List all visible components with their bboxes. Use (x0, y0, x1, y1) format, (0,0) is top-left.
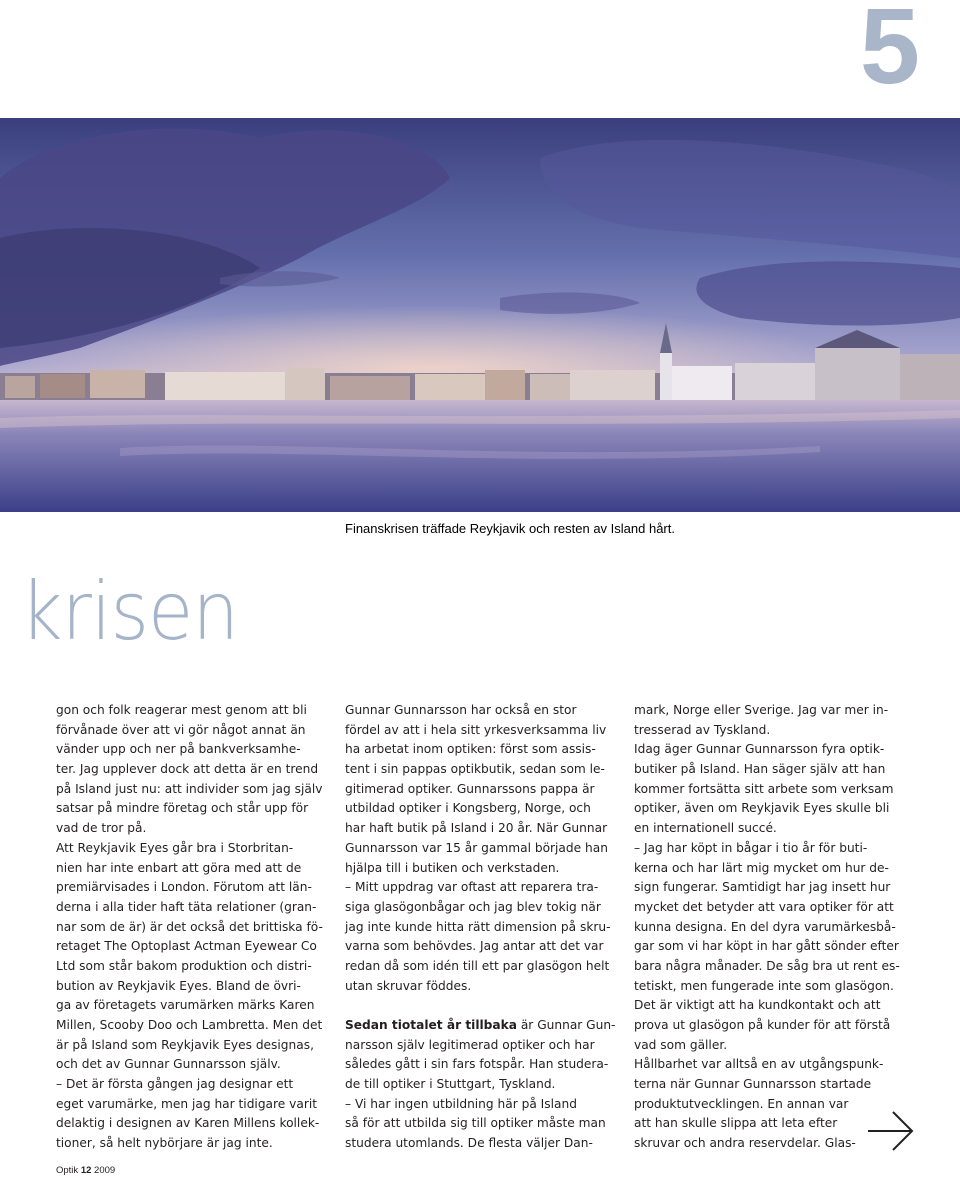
text-line: narsson själv legitimerad optiker och har (345, 1037, 595, 1052)
subhead-line (345, 1016, 625, 1036)
text-line: – Jag har köpt in bågar i tio år för buti- (634, 840, 868, 855)
text-line: kommer fortsätta sitt arbete som verksam (634, 781, 894, 796)
text-line: fördel av att i hela sitt yrkesverksamma liv (345, 722, 607, 737)
text-line: nar som de är) är det också det brittiska fö- (56, 919, 323, 934)
text-line: utbildad optiker i Kongsberg, Norge, och (345, 801, 591, 816)
next-page-arrow-icon[interactable] (866, 1109, 916, 1153)
page-footer (56, 1165, 115, 1176)
text-line: siga glasögonbågar och jag blev tokig när (345, 899, 601, 914)
text-line: en internationell succé. (634, 821, 777, 836)
text-line: har haft butik på Island i 20 år. När Gunnar (345, 821, 608, 836)
text-line: ga av företagets varumärken märks Karen (56, 998, 315, 1013)
text-line: tioner, så helt nybörjare är jag inte. (56, 1136, 273, 1151)
text-line: således gått i sin fars fotspår. Han studera- (345, 1057, 609, 1072)
text-line: tent i sin pappas optikbutik, sedan som le- (345, 762, 605, 777)
text-line: Ltd som står bakom produktion och distri- (56, 958, 312, 973)
text-line: så för att utbilda sig till optiker måste man (345, 1116, 606, 1131)
text-column-3 (634, 701, 914, 1154)
text-line: och det av Gunnar Gunnarsson själv. (56, 1057, 281, 1072)
text-line: är på Island som Reykjavik Eyes designas, (56, 1037, 314, 1052)
text-line: terna när Gunnar Gunnarsson startade (634, 1077, 872, 1092)
text-line: varna som behövdes. Jag antar att det var (345, 939, 604, 954)
text-column-1 (56, 701, 336, 1154)
text-line: utan skruvar föddes. (345, 978, 472, 993)
text-line: tresserad av Tyskland. (634, 722, 771, 737)
text-line: optiker, även om Reykjavik Eyes skulle bli (634, 801, 890, 816)
text-line: – Det är första gången jag designar ett (56, 1077, 294, 1092)
text-line: redan då som idén till ett par glasögon helt (345, 958, 610, 973)
text-line: derna i alla tider haft täta relationer (gran- (56, 899, 317, 914)
text-line: Gunnarsson var 15 år gammal började han (345, 840, 608, 855)
headline: krisen (20, 565, 239, 658)
text-line: bution av Reykjavik Eyes. Bland de övri- (56, 978, 301, 993)
text-line: att han skulle slippa att leta efter (634, 1116, 838, 1131)
text-line: ha arbetat inom optiken: först som assis- (345, 742, 596, 757)
text-line: hjälpa till i butiken och verkstaden. (345, 860, 560, 875)
text-line: Att Reykjavik Eyes går bra i Storbritan- (56, 840, 294, 855)
text-line: förvånade över att vi gör något annat än (56, 722, 306, 737)
text-line: jag inte kunde hitta rätt dimension på skru- (345, 919, 611, 934)
issue-year: 2009 (94, 1165, 116, 1176)
text-line: Det är viktigt att ha kundkontakt och att (634, 998, 881, 1013)
text-line: delaktig i designen av Karen Millens kollek- (56, 1116, 320, 1131)
text-line: nien har inte enbart att göra med att de (56, 860, 302, 875)
text-line: studera utomlands. De flesta väljer Dan- (345, 1136, 593, 1151)
text-line: kunna designa. En del dyra varumärkesbå- (634, 919, 896, 934)
text-line: premiärvisades i London. Förutom att län- (56, 880, 312, 895)
text-line: Hållbarhet var alltså en av utgångspunk- (634, 1057, 884, 1072)
text-line: ter. Jag upplever dock att detta är en trend (56, 762, 319, 777)
subhead-lead: Sedan tiotalet år tillbaka (345, 1018, 517, 1032)
text-line: bara några månader. De såg bra ut rent es- (634, 958, 900, 973)
subhead-rest: är Gunnar Gun- (516, 1018, 616, 1032)
text-line: Gunnar Gunnarsson har också en stor (345, 703, 577, 717)
text-line: sign fungerar. Samtidigt har jag insett hur (634, 880, 891, 895)
text-line: Millen, Scooby Doo och Lambretta. Men det (56, 1018, 323, 1032)
text-line: produktutvecklingen. En annan var (634, 1096, 849, 1111)
text-line: skruvar och andra reservdelar. Glas- (634, 1136, 856, 1151)
text-line: – Vi har ingen utbildning här på Island (345, 1096, 577, 1111)
text-line: vad som gäller. (634, 1037, 728, 1052)
text-line: satsar på mindre företag och står upp för (56, 801, 309, 816)
text-line: – Mitt uppdrag var oftast att reparera tra- (345, 880, 599, 895)
text-line: prova ut glasögon på kunder för att förstå (634, 1018, 891, 1032)
text-line: de till optiker i Stuttgart, Tyskland. (345, 1077, 556, 1092)
text-line: gar som vi har köpt in har gått sönder efter (634, 939, 899, 954)
reykjavik-photo (0, 118, 960, 512)
text-line: retaget The Optoplast Actman Eyewear Co (56, 939, 317, 954)
page-number: 5 (859, 0, 918, 106)
text-line: mycket det betyder att vara optiker för att (634, 899, 894, 914)
text-line: vad de tror på. (56, 821, 147, 836)
text-line: mark, Norge eller Sverige. Jag var mer in- (634, 703, 889, 717)
text-line: tetiskt, men fungerade inte som glasögon. (634, 978, 894, 993)
text-line: gon och folk reagerar mest genom att bli (56, 703, 307, 717)
magazine-name: Optik (56, 1165, 79, 1176)
text-line: gitimerad optiker. Gunnarssons pappa är (345, 781, 595, 796)
text-line: kerna och har lärt mig mycket om hur de- (634, 860, 889, 875)
blank-line (345, 996, 625, 1016)
text-column-2 (345, 701, 625, 1154)
text-line: på Island just nu: att individer som jag själv (56, 781, 323, 796)
text-line: eget varumärke, men jag har tidigare varit (56, 1096, 317, 1111)
text-line: butiker på Island. Han säger själv att han (634, 762, 886, 777)
issue-number: 12 (80, 1165, 92, 1176)
text-line: vänder upp och ner på bankverksamhe- (56, 742, 301, 757)
photo-caption: Finanskrisen träffade Reykjavik och resten av Island hårt. (345, 521, 675, 536)
text-line: Idag äger Gunnar Gunnarsson fyra optik- (634, 742, 885, 757)
